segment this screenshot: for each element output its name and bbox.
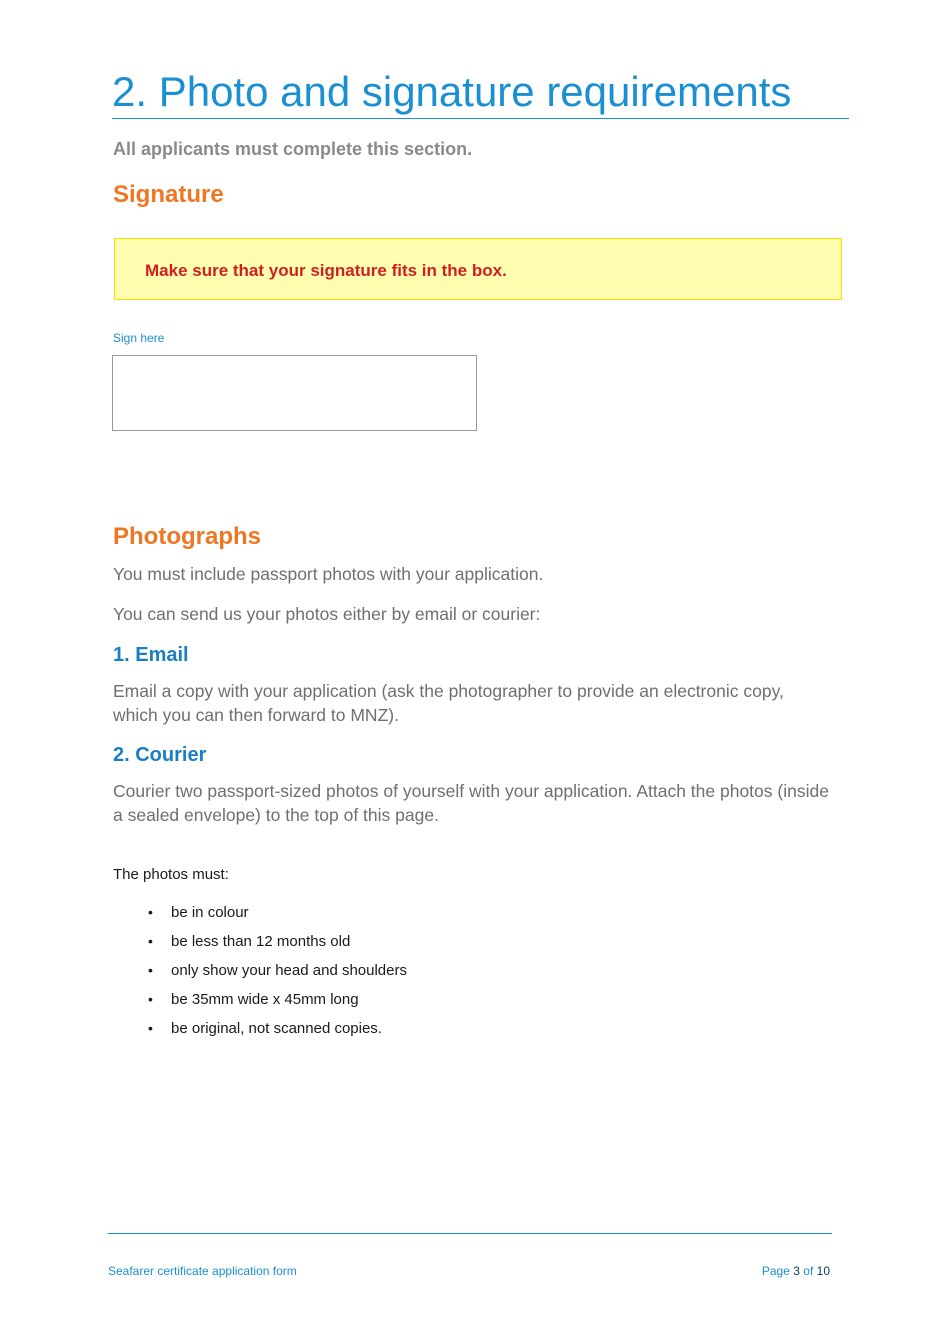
photographs-heading: Photographs (113, 523, 261, 550)
sign-here-label: Sign here (113, 331, 165, 345)
bullet-icon: • (148, 991, 153, 1007)
email-heading: 1. Email (113, 644, 189, 666)
intro-text: All applicants must complete this section. (113, 139, 473, 159)
page-word: Page (761, 1264, 790, 1278)
requirement-text: be 35mm wide x 45mm long (171, 991, 359, 1008)
footer-form-name: Seafarer certificate application form (108, 1264, 297, 1278)
email-text: Email a copy with your application (ask the photographer to provide an electronic copy, which you can then forward to MNZ). (113, 681, 784, 725)
courier-heading: 2. Courier (113, 744, 207, 766)
list-item (148, 1014, 407, 1043)
courier-text: Courier two passport-sized photos of yourself with your application. Attach the photos (inside a sealed envelope) to the top of this page. (113, 781, 829, 825)
footer-page-number (762, 1264, 830, 1278)
bullet-icon: • (148, 904, 153, 920)
page-title: 2. Photo and signature requirements (112, 66, 849, 119)
footer-divider (108, 1233, 832, 1234)
requirement-text: be original, not scanned copies. (171, 1020, 382, 1037)
requirement-text: be less than 12 months old (171, 933, 351, 950)
bullet-icon: • (148, 962, 153, 978)
photographs-para-1: You must include passport photos with your application. (113, 564, 544, 584)
photo-requirements-list (148, 898, 407, 1043)
bullet-icon: • (148, 1020, 153, 1036)
page-total: 10 (816, 1264, 830, 1278)
requirement-text: be in colour (171, 904, 249, 921)
page-current: 3 (793, 1264, 800, 1278)
signature-box[interactable] (112, 355, 477, 431)
signature-notice-box (114, 238, 842, 300)
bullet-icon: • (148, 933, 153, 949)
signature-notice-text: Make sure that your signature fits in the box. (145, 261, 507, 280)
list-item (148, 898, 407, 927)
photographs-para-2: You can send us your photos either by email or courier: (113, 604, 541, 624)
requirement-text: only show your head and shoulders (171, 962, 407, 979)
list-item (148, 985, 407, 1014)
signature-heading: Signature (113, 181, 224, 208)
list-item (148, 956, 407, 985)
list-item (148, 927, 407, 956)
photos-must-label: The photos must: (113, 866, 229, 883)
of-word: of (803, 1264, 814, 1278)
